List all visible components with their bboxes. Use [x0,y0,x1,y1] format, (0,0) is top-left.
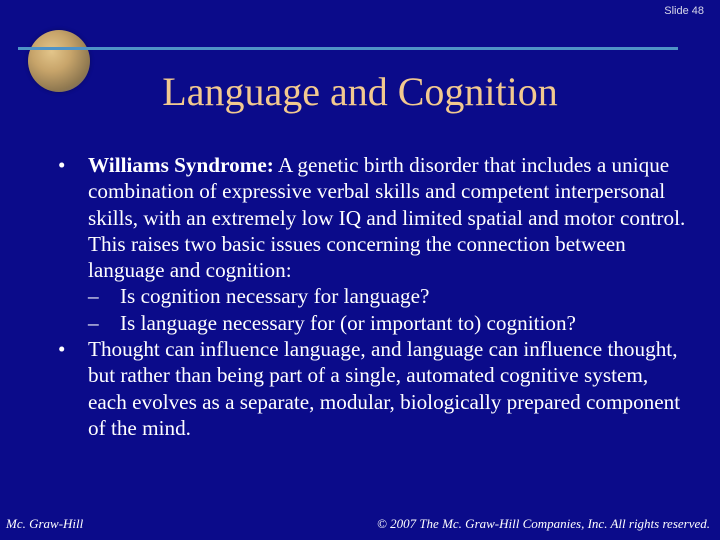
sub-item-cognition-for-language [58,283,688,309]
slide-number: Slide 48 [664,5,704,17]
bullet-williams-syndrome [58,152,688,283]
bullet-marker: • [58,337,66,362]
sub-marker: – [88,284,99,309]
bullet-text: Thought can influence language, and language can influence thought, but rather than being part of a single, automated cognitive system, each evolves as a separate, modular, biologically prepared component of the mind. [88,337,681,440]
sub-item-language-for-cognition [58,310,688,336]
slide-title: Language and Cognition [162,69,558,114]
footer-publisher: Mc. Graw-Hill [6,516,84,531]
sub-item-text: Is cognition necessary for language? [120,284,430,309]
slide-body [58,152,688,441]
header-rule [18,47,678,50]
bullet-thought-and-language [58,336,688,441]
footer-copyright: © 2007 The Mc. Graw-Hill Companies, Inc. All rights reserved. [376,516,710,531]
bullet-term: Williams Syndrome: [88,153,274,177]
bullet-text: A genetic birth disorder that includes a unique combination of expressive verbal skills and competent interpersonal skills, with an extremely low IQ and limited spatial and motor control. This raises two basic issues concerning the connection between language and cognition: [88,153,686,283]
sub-item-text: Is language necessary for (or important to) cognition? [120,310,576,335]
sub-marker: – [88,310,99,335]
bullet-marker: • [58,153,66,177]
